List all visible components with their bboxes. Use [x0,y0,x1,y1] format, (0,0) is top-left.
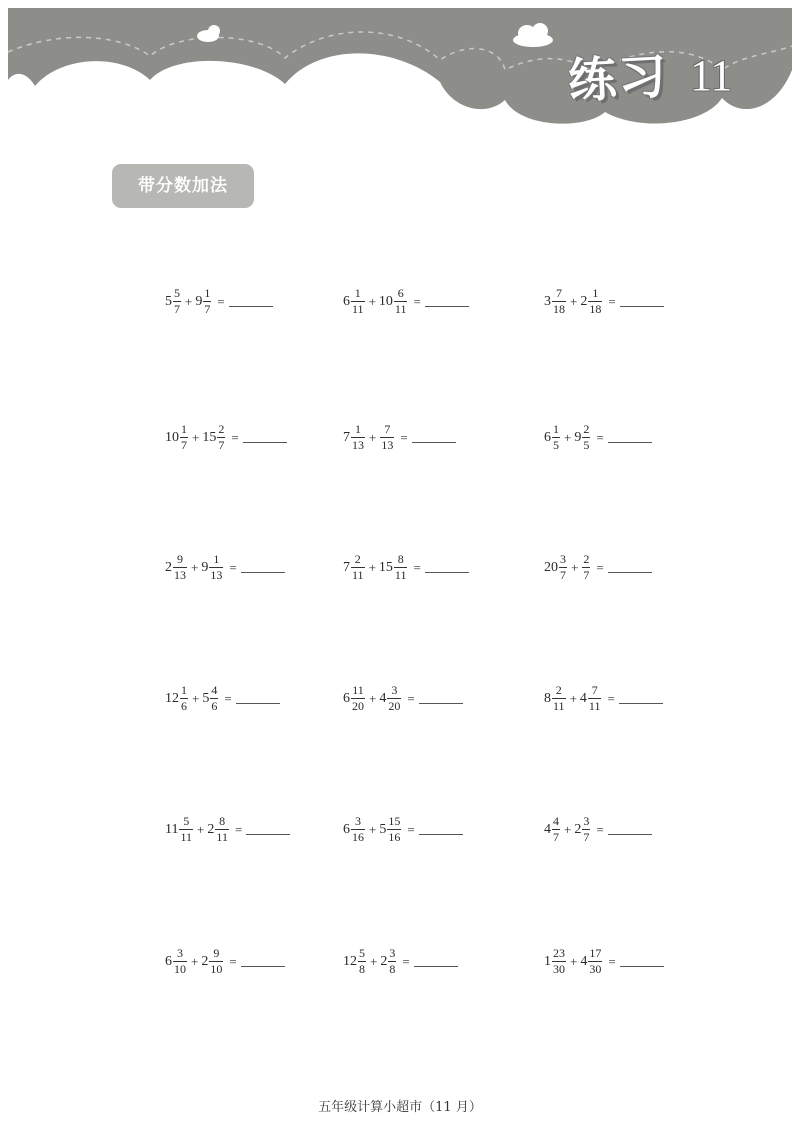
equals-sign: = [596,429,604,445]
answer-blank[interactable] [414,956,458,967]
fraction [559,553,567,582]
whole-part: 6 [343,821,350,837]
numerator: 11 [352,683,364,697]
problem-item [165,684,280,713]
mixed-number [202,684,219,713]
denominator: 18 [589,302,602,316]
mixed-number [379,423,395,452]
mixed-number [165,815,194,844]
numerator: 8 [397,552,404,566]
denominator: 10 [174,962,186,976]
fraction [351,287,365,316]
numerator: 2 [555,683,562,697]
equals-sign: = [402,953,410,969]
fraction [217,423,225,452]
fraction [215,815,229,844]
numerator: 2 [218,422,225,436]
mixed-number [544,947,567,976]
fraction [180,423,188,452]
fraction [173,553,187,582]
fraction [394,553,408,582]
denominator: 11 [394,302,407,316]
section-label: 带分数加法 [112,164,254,208]
equals-sign: = [224,690,232,706]
plus-sign: + [564,821,572,837]
numerator: 4 [553,814,559,828]
fraction [351,684,365,713]
fraction [180,684,188,713]
numerator: 23 [553,946,565,960]
denominator: 13 [381,438,394,452]
whole-part: 15 [202,429,217,445]
fraction [210,684,218,713]
denominator: 20 [388,699,401,713]
plus-sign: + [564,429,572,445]
mixed-number [580,684,603,713]
plus-sign: + [368,559,376,575]
answer-blank[interactable] [241,562,285,573]
problem-item [165,287,273,316]
fraction [173,287,181,316]
mixed-number [343,423,366,452]
answer-blank[interactable] [229,296,273,307]
practice-title: 练习 [566,48,670,110]
whole-part: 6 [343,690,350,706]
fraction [203,287,211,316]
mixed-number [195,287,212,316]
fraction [582,553,590,582]
numerator: 1 [355,422,361,436]
plus-sign: + [570,953,578,969]
numerator: 1 [213,552,220,566]
numerator: 1 [592,286,599,300]
fraction [552,287,566,316]
whole-part: 10 [378,293,393,309]
fraction [588,287,602,316]
fraction [552,423,560,452]
whole-part: 2 [165,559,172,575]
numerator: 3 [389,946,396,960]
mixed-number [544,684,567,713]
mixed-number [165,287,182,316]
plus-sign: + [370,953,378,969]
equals-sign: = [229,953,237,969]
mixed-number [343,684,366,713]
mixed-number [343,553,366,582]
mixed-number [574,815,591,844]
whole-part: 7 [343,429,350,445]
equals-sign: = [229,559,237,575]
mixed-number [343,815,366,844]
problem-item [544,423,652,452]
problem-item [343,553,469,582]
denominator: 5 [553,438,559,452]
numerator: 5 [183,814,190,828]
fraction [552,815,560,844]
problem-item [544,947,664,976]
equals-sign: = [231,429,239,445]
numerator: 15 [388,814,401,828]
header-banner [0,0,800,135]
fraction [582,423,590,452]
fraction [387,815,401,844]
problem-item [544,815,652,844]
problem-item [544,553,652,582]
equals-sign: = [413,559,421,575]
denominator: 7 [181,438,187,452]
problem-item [165,815,290,844]
equals-sign: = [413,293,421,309]
fraction [358,947,366,976]
whole-part: 20 [544,559,558,575]
equals-sign: = [608,953,616,969]
equals-sign: = [607,690,615,706]
whole-part: 4 [579,690,587,706]
mixed-number [544,815,561,844]
denominator: 18 [553,302,565,316]
answer-blank[interactable] [241,956,285,967]
denominator: 11 [588,699,601,713]
whole-part: 5 [165,293,172,309]
answer-blank[interactable] [419,693,463,704]
problem-item [343,423,456,452]
fraction [552,684,566,713]
denominator: 13 [352,438,364,452]
problem-item [544,684,663,713]
numerator: 7 [556,286,562,300]
whole-part: 15 [378,559,393,575]
mixed-number [574,423,591,452]
page-footer: 五年级计算小超市（11 月） [318,1100,482,1115]
whole-part: 4 [580,953,588,969]
mixed-number [379,815,402,844]
problem-item [343,287,469,316]
denominator: 6 [181,699,187,713]
numerator: 2 [583,422,590,436]
fraction [209,947,223,976]
denominator: 7 [204,302,211,316]
denominator: 7 [583,568,590,582]
numerator: 2 [354,552,361,566]
denominator: 16 [352,830,364,844]
plus-sign: + [191,559,199,575]
mixed-number [544,287,567,316]
numerator: 1 [181,422,187,436]
answer-blank[interactable] [608,432,652,443]
plus-sign: + [369,690,377,706]
plus-sign: + [570,293,578,309]
whole-part: 2 [574,821,582,837]
plus-sign: + [571,559,579,575]
numerator: 7 [384,422,391,436]
whole-part: 5 [202,690,210,706]
plus-sign: + [197,821,205,837]
denominator: 13 [174,568,186,582]
whole-part: 2 [580,293,588,309]
denominator: 6 [211,699,218,713]
whole-part: 5 [379,821,387,837]
denominator: 8 [359,962,365,976]
whole-part: 9 [195,293,203,309]
numerator: 8 [219,814,226,828]
denominator: 5 [583,438,590,452]
denominator: 30 [553,962,565,976]
numerator: 7 [591,683,598,697]
numerator: 1 [204,286,211,300]
denominator: 7 [218,438,225,452]
whole-part: 11 [165,821,179,837]
numerator: 9 [177,552,183,566]
mixed-number [544,423,561,452]
whole-part: 12 [165,690,179,706]
numerator: 3 [355,814,361,828]
mixed-number [379,287,409,316]
plus-sign: + [191,953,199,969]
answer-blank[interactable] [412,432,456,443]
plus-sign: + [369,429,377,445]
denominator: 7 [560,568,566,582]
denominator: 11 [352,302,364,316]
answer-blank[interactable] [425,562,469,573]
answer-blank[interactable] [243,432,287,443]
mixed-number [379,684,402,713]
denominator: 11 [216,830,228,844]
denominator: 7 [174,302,180,316]
mixed-number [165,947,188,976]
equals-sign: = [407,690,415,706]
equals-sign: = [234,821,243,837]
plus-sign: + [369,821,377,837]
numerator: 1 [181,683,187,697]
whole-part: 12 [343,953,357,969]
mixed-number [379,553,409,582]
whole-part: 9 [201,559,209,575]
fraction [351,423,365,452]
numerator: 3 [391,683,398,697]
whole-part: 6 [544,429,551,445]
whole-part: 10 [165,429,179,445]
problem-item [544,287,664,316]
denominator: 16 [388,830,401,844]
fraction [351,553,365,582]
plus-sign: + [192,429,200,445]
fraction [387,684,401,713]
answer-blank[interactable] [608,562,652,573]
answer-blank[interactable] [619,693,663,704]
denominator: 11 [553,699,565,713]
denominator: 7 [583,830,590,844]
equals-sign: = [596,559,604,575]
whole-part: 6 [165,953,172,969]
equals-sign: = [407,821,415,837]
mixed-number [201,947,224,976]
whole-part: 2 [380,953,388,969]
mixed-number [544,553,568,582]
whole-part: 7 [343,559,350,575]
answer-blank[interactable] [425,296,469,307]
denominator: 11 [352,568,364,582]
whole-part: 3 [544,293,551,309]
answer-blank[interactable] [236,693,280,704]
plus-sign: + [185,293,193,309]
numerator: 6 [397,286,404,300]
equals-sign: = [596,821,604,837]
numerator: 3 [560,552,566,566]
whole-part: 6 [343,293,350,309]
numerator: 5 [359,946,365,960]
whole-part: 4 [544,821,551,837]
answer-blank[interactable] [620,956,664,967]
whole-part: 1 [544,953,551,969]
numerator: 17 [589,946,602,960]
answer-blank[interactable] [246,824,290,835]
mixed-number [165,684,189,713]
answer-blank[interactable] [620,296,664,307]
fraction [388,947,396,976]
mixed-number [380,947,397,976]
problem-item [165,947,285,976]
mixed-number [343,287,366,316]
fraction [588,947,602,976]
numerator: 1 [354,286,361,300]
denominator: 20 [352,699,364,713]
plus-sign: + [192,690,200,706]
denominator: 30 [589,962,602,976]
fraction [179,815,193,844]
fraction [552,947,566,976]
equals-sign: = [217,293,225,309]
denominator: 10 [210,962,223,976]
problem-item [165,553,285,582]
denominator: 11 [394,568,407,582]
numerator: 1 [553,422,559,436]
problem-item [343,684,463,713]
fraction [394,287,408,316]
mixed-number [581,553,591,582]
whole-part: 8 [544,690,551,706]
mixed-number [580,947,603,976]
fraction [380,423,394,452]
whole-part: 4 [379,690,387,706]
problem-item [343,815,463,844]
equals-sign: = [608,293,616,309]
problem-item [165,423,287,452]
mixed-number [207,815,230,844]
equals-sign: = [400,429,408,445]
mixed-number [165,553,188,582]
numerator: 3 [583,814,590,828]
fraction [209,553,223,582]
denominator: 8 [389,962,396,976]
fraction [588,684,602,713]
mixed-number [343,947,367,976]
fraction [173,947,187,976]
fraction [582,815,590,844]
answer-blank[interactable] [608,824,652,835]
mixed-number [201,553,224,582]
practice-number: 11 [690,51,733,100]
answer-blank[interactable] [419,824,463,835]
numerator: 4 [211,683,218,697]
denominator: 7 [553,830,559,844]
whole-part: 2 [201,953,209,969]
problem-item [343,947,458,976]
mixed-number [165,423,189,452]
plus-sign: + [368,293,376,309]
mixed-number [580,287,603,316]
plus-sign: + [569,690,577,706]
whole-part: 2 [207,821,215,837]
fraction [351,815,365,844]
mixed-number [202,423,226,452]
numerator: 5 [174,286,180,300]
whole-part: 9 [574,429,582,445]
numerator: 9 [213,946,220,960]
cloud-banner-graphic [0,0,800,135]
numerator: 3 [177,946,183,960]
denominator: 13 [210,568,223,582]
denominator: 11 [180,830,193,844]
numerator: 2 [583,552,590,566]
